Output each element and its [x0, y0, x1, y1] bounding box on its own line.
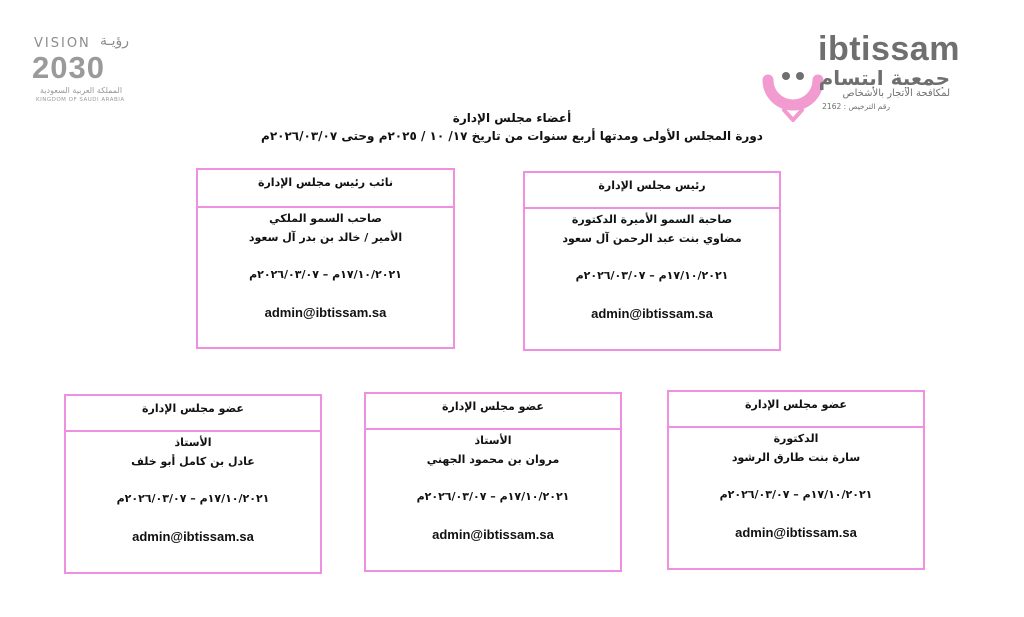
member-name: مروان بن محمود الجهني [426, 453, 560, 466]
member-term-period: ١٧/١٠/٢٠٢١م – ٢٠٢٦/٠٣/٠٧م [249, 268, 402, 281]
ibtissam-logo-text: ibtissam [818, 30, 960, 68]
vision-2030-logo [30, 33, 150, 106]
member-title: الدكتورة [773, 432, 819, 445]
ibtissam-logo-tagline: لمكافحة الاتجار بالأشخاص [842, 88, 950, 99]
member-role: نائب رئيس مجلس الإدارة [198, 170, 453, 208]
page-title: أعضاء مجلس الإدارة [452, 111, 572, 125]
member-role: عضو مجلس الإدارة [366, 394, 620, 430]
member-card-vice-chairman [196, 168, 455, 349]
vision-logo-year: 2030 [32, 50, 105, 85]
vision-logo-arabic: رؤيـة [100, 33, 130, 49]
ibtissam-logo [760, 30, 960, 115]
member-email: admin@ibtissam.sa [264, 305, 387, 320]
member-title: صاحبة السمو الأميرة الدكتورة [571, 213, 733, 226]
member-card-chairperson [523, 171, 781, 351]
member-card-board-member-3 [64, 394, 322, 574]
member-role: رئيس مجلس الإدارة [525, 173, 779, 209]
member-card-board-member-2 [364, 392, 622, 572]
vision-logo-subtitle-ar: المملكة العربية السعودية [40, 86, 123, 95]
ibtissam-license-number: رقم الترخيص : 2162 [822, 102, 890, 111]
member-title: الأستاذ [174, 436, 212, 449]
member-term-period: ١٧/١٠/٢٠٢١م – ٢٠٢٦/٠٣/٠٧م [116, 492, 270, 505]
vision-logo-text: VISION [34, 36, 91, 51]
ibtissam-logo-arabic: جمعية ابتسام [818, 66, 950, 90]
member-title: صاحب السمو الملكي [269, 212, 382, 225]
member-name: الأمير / خالد بن بدر آل سعود [248, 231, 403, 244]
member-name: مضاوي بنت عبد الرحمن آل سعود [562, 232, 742, 245]
member-email: admin@ibtissam.sa [591, 306, 713, 321]
member-email: admin@ibtissam.sa [735, 525, 857, 540]
member-email: admin@ibtissam.sa [132, 529, 254, 544]
member-card-board-member-1 [667, 390, 925, 570]
member-role: عضو مجلس الإدارة [669, 392, 923, 428]
member-term-period: ١٧/١٠/٢٠٢١م – ٢٠٢٦/٠٣/٠٧م [719, 488, 873, 501]
member-term-period: ١٧/١٠/٢٠٢١م – ٢٠٢٦/٠٣/٠٧م [416, 490, 570, 503]
member-term-period: ١٧/١٠/٢٠٢١م – ٢٠٢٦/٠٣/٠٧م [575, 269, 729, 282]
member-role: عضو مجلس الإدارة [66, 396, 320, 432]
member-name: عادل بن كامل أبو خلف [131, 455, 255, 468]
member-email: admin@ibtissam.sa [432, 527, 554, 542]
member-title: الأستاذ [474, 434, 512, 447]
member-name: سارة بنت طارق الرشود [731, 451, 861, 464]
term-description: دورة المجلس الأولى ومدتها أربع سنوات من تاريخ ١٧/ ١٠ / ٢٠٢٥م وحتى ٢٠٢٦/٠٣/٠٧م [261, 129, 763, 143]
vision-logo-subtitle-en: KINGDOM OF SAUDI ARABIA [36, 97, 125, 103]
